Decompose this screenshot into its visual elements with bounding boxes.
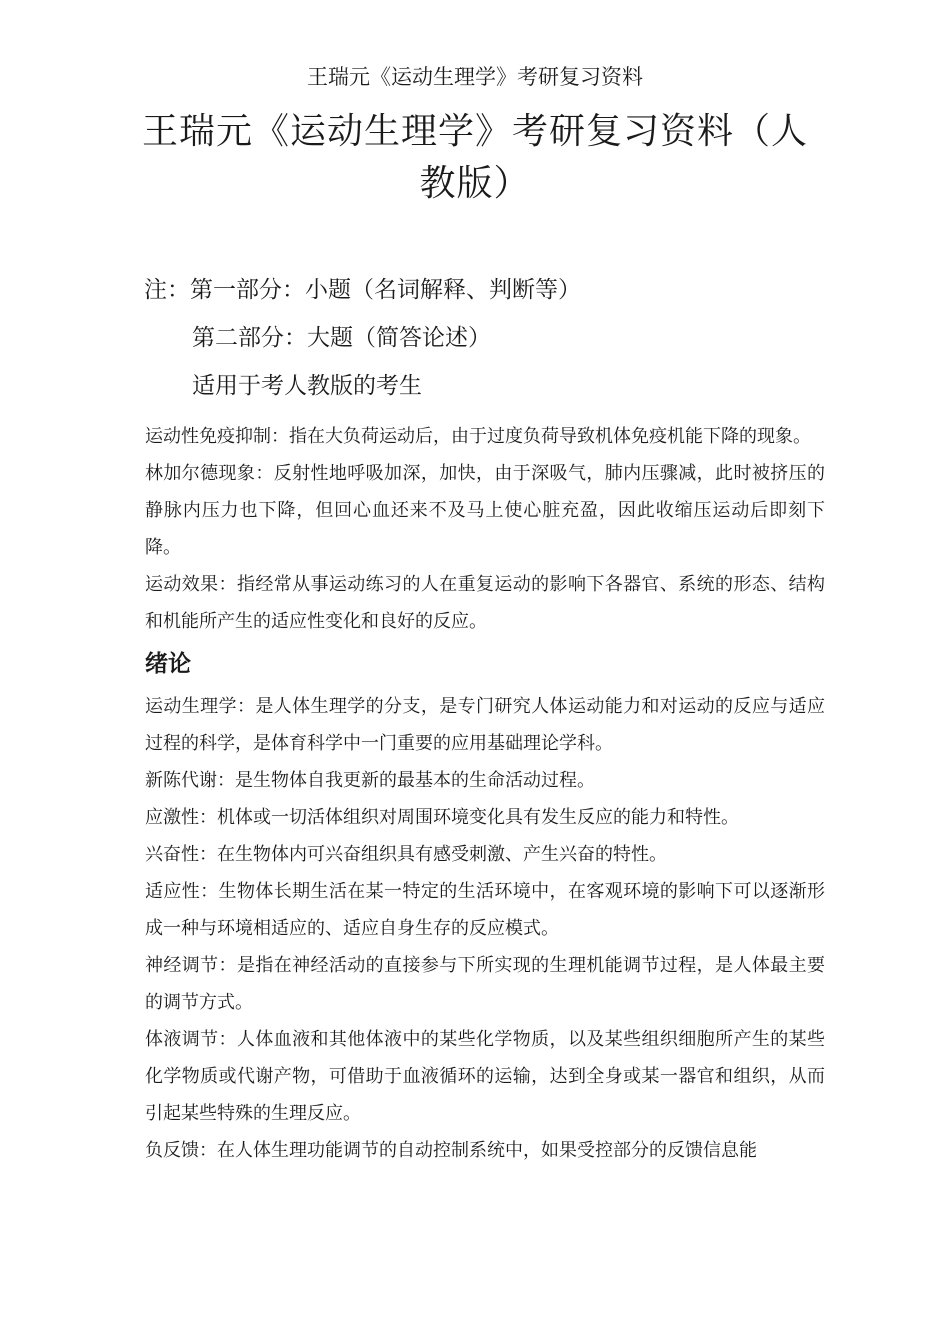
term-definition: 体液调节：人体血液和其他体液中的某些化学物质，以及某些组织细胞所产生的某些化学物质或代谢产物，可借助于血液循环的运输，达到全身或某一器官和组织，从而引起某些特殊的生理反应。	[145, 1029, 825, 1124]
note-line-3: 适用于考人教版的考生	[192, 373, 422, 399]
notes-block	[144, 266, 824, 410]
term-definition: 兴奋性：在生物体内可兴奋组织具有感受刺激、产生兴奋的特性。	[145, 844, 667, 865]
term-definition: 应激性：机体或一切活体组织对周围环境变化具有发生反应的能力和特性。	[145, 807, 739, 828]
term-definition: 神经调节：是指在神经活动的直接参与下所实现的生理机能调节过程，是人体最主要的调节方式。	[145, 955, 825, 1013]
term-definition: 运动性免疫抑制：指在大负荷运动后，由于过度负荷导致机体免疫机能下降的现象。	[145, 426, 811, 447]
document-title-line-2: 教版）	[419, 163, 531, 204]
document-title-line-1: 王瑞元《运动生理学》考研复习资料（人	[141, 111, 808, 152]
running-header: 王瑞元《运动生理学》考研复习资料	[307, 65, 643, 89]
note-line-2: 第二部分：大题（简答论述）	[192, 325, 491, 351]
note-line-1: 注：第一部分：小题（名词解释、判断等）	[144, 277, 581, 303]
term-definition: 运动效果：指经常从事运动练习的人在重复运动的影响下各器官、系统的形态、结构和机能所产生的适应性变化和良好的反应。	[145, 574, 825, 632]
term-definition: 适应性：生物体长期生活在某一特定的生活环境中，在客观环境的影响下可以逐渐形成一种与环境相适应的、适应自身生存的反应模式。	[145, 881, 825, 939]
term-definition: 负反馈：在人体生理功能调节的自动控制系统中，如果受控部分的反馈信息能	[145, 1140, 757, 1161]
term-definition: 林加尔德现象：反射性地呼吸加深，加快，由于深吸气，肺内压骤减，此时被挤压的静脉内压力也下降，但回心血还来不及马上使心脏充盈，因此收缩压运动后即刻下降。	[145, 463, 825, 558]
document-body	[145, 418, 825, 1169]
term-definition: 新陈代谢：是生物体自我更新的最基本的生命活动过程。	[145, 770, 595, 791]
section-heading: 绪论	[145, 650, 191, 677]
term-definition: 运动生理学：是人体生理学的分支，是专门研究人体运动能力和对运动的反应与适应过程的科学，是体育科学中一门重要的应用基础理论学科。	[145, 696, 825, 754]
document-title	[140, 106, 810, 210]
